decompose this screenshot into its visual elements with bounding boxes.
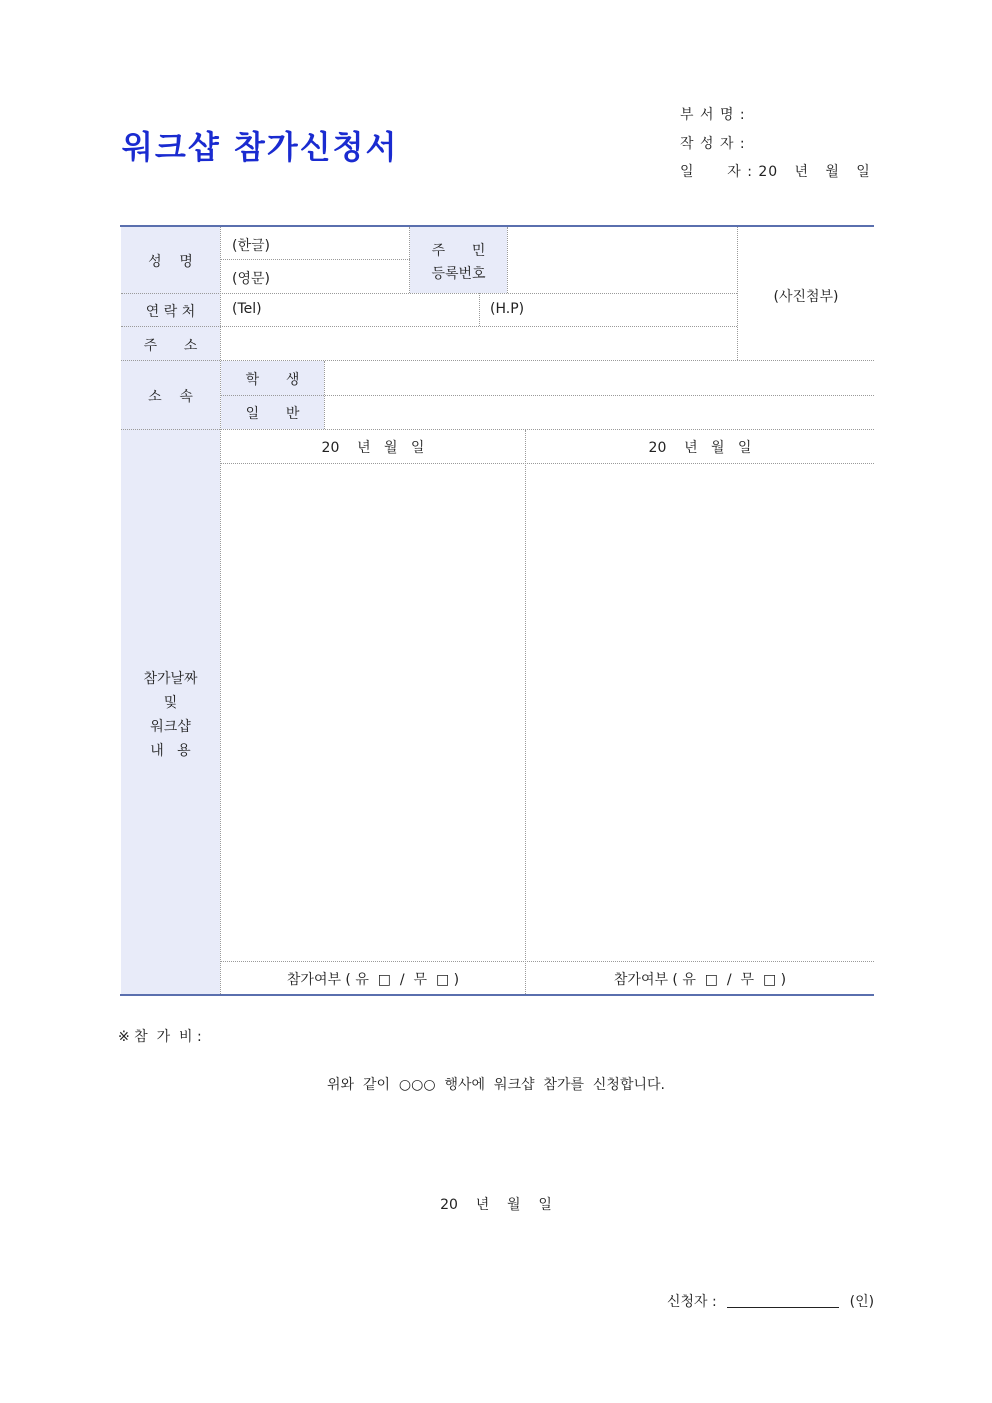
applicant-label: 신청자 : [667, 1294, 717, 1310]
applicant-name-line[interactable] [727, 1307, 839, 1308]
name-english-field[interactable]: (영문) [232, 271, 270, 287]
address-field[interactable] [221, 327, 736, 359]
document-title: 워크샵 참가신청서 [122, 128, 399, 166]
table-top-border [120, 225, 874, 227]
address-label: 주 소 [143, 338, 198, 354]
hp-field[interactable]: (H.P) [490, 301, 525, 317]
workshop-content-1[interactable] [221, 464, 524, 960]
application-statement: 위와 같이 ○○○ 행사에 워크샵 참가를 신청합니다. [327, 1077, 665, 1093]
seal-label: (인) [849, 1294, 875, 1310]
workshop-content-2[interactable] [526, 464, 873, 960]
name-label: 성 명 [148, 254, 193, 270]
resident-label-2: 등록번호 [431, 266, 486, 282]
table-bottom-border [120, 994, 874, 996]
attendance-option-1[interactable]: 참가여부 ( 유 □ / 무 □ ) [286, 972, 460, 988]
student-label: 학 생 [245, 372, 300, 388]
author-field: 작 성 자 : [680, 136, 746, 152]
resident-label-1: 주 민 [431, 243, 486, 259]
workshop-date-1[interactable]: 20 년 월 일 [321, 440, 425, 456]
general-field[interactable] [325, 396, 873, 428]
date-field: 일 자 : 20 년 월 일 [680, 164, 871, 180]
workshop-date-2[interactable]: 20 년 월 일 [648, 440, 752, 456]
name-korean-field[interactable]: (한글) [232, 238, 270, 254]
workshop-content-label: 참가날짜 및 워크샵 내 용 [143, 671, 198, 759]
tel-field[interactable]: (Tel) [232, 301, 262, 317]
resident-label-shade [410, 227, 507, 293]
department-field: 부 서 명 : [680, 107, 746, 123]
applicant-signature [667, 1291, 874, 1311]
general-label: 일 반 [245, 406, 300, 422]
participation-fee: ※ 참 가 비 : [118, 1029, 202, 1045]
affiliation-label: 소 속 [148, 389, 193, 405]
student-field[interactable] [325, 361, 873, 394]
resident-number-field[interactable] [508, 228, 736, 292]
attendance-option-2[interactable]: 참가여부 ( 유 □ / 무 □ ) [613, 972, 787, 988]
contact-label: 연 락 처 [145, 304, 196, 320]
signing-date: 20 년 월 일 [440, 1197, 552, 1213]
photo-placeholder[interactable]: (사진첨부) [773, 289, 839, 305]
